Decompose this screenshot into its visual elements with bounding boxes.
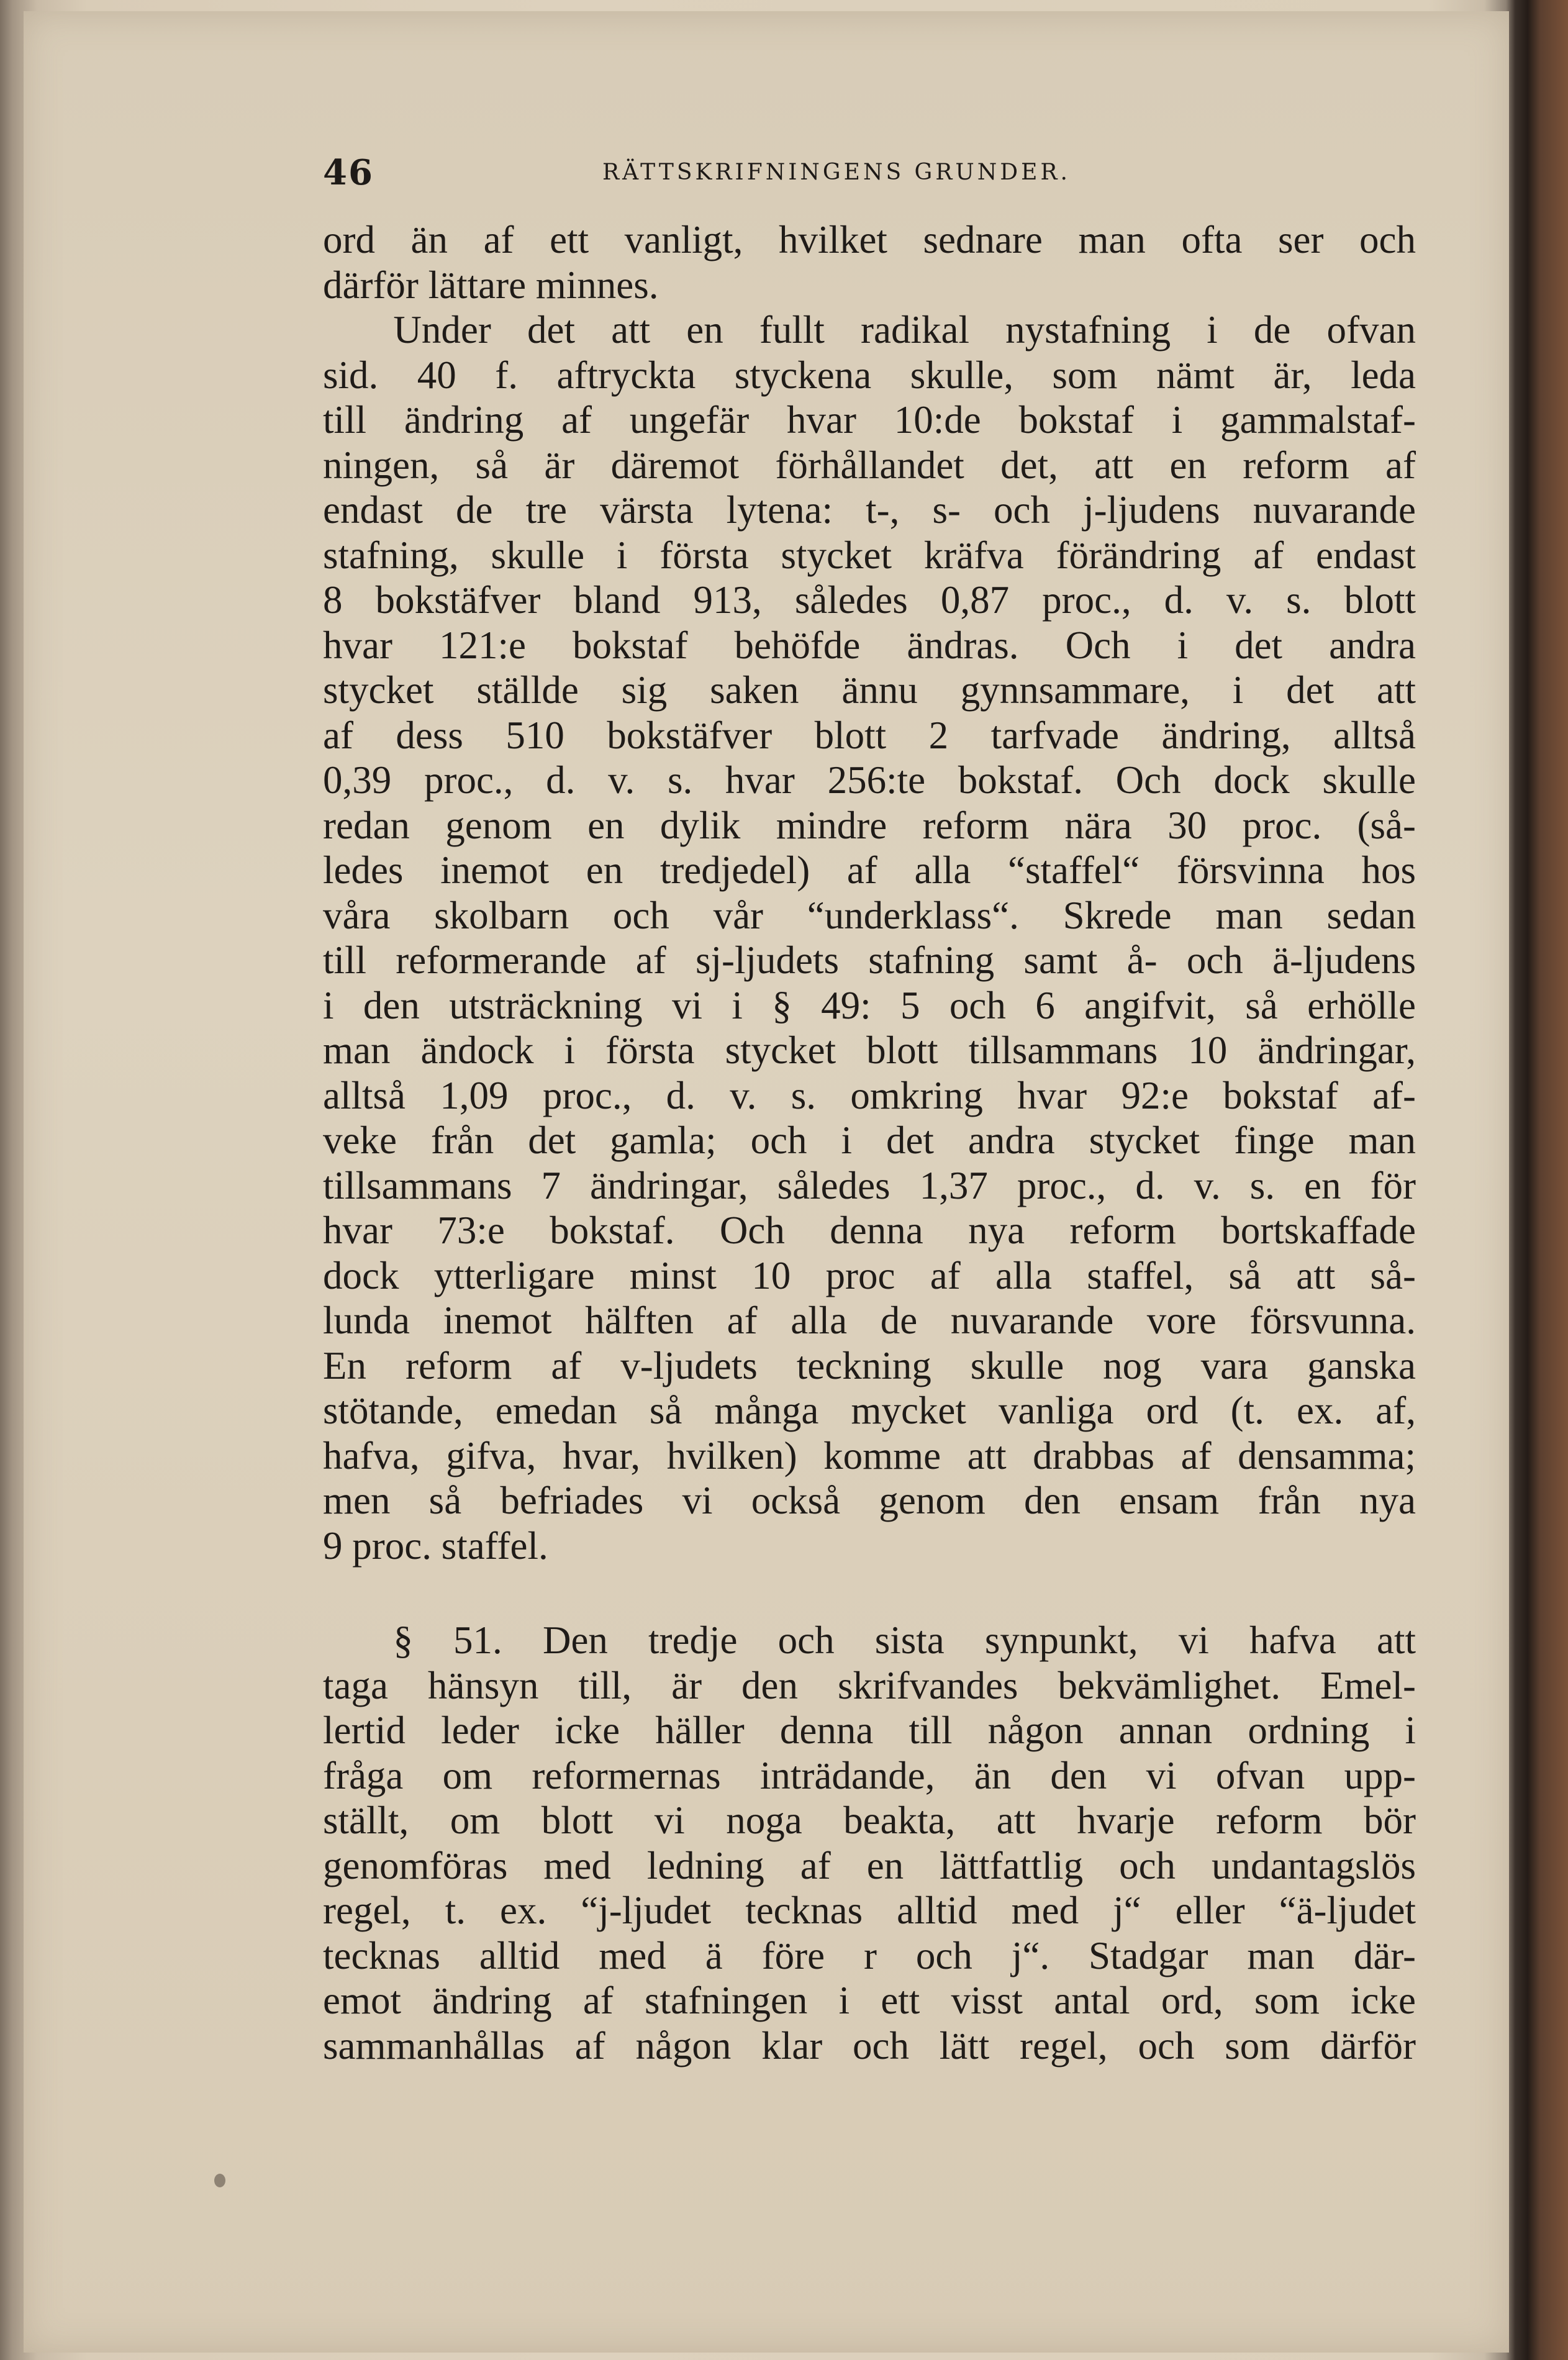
text-line: lertid leder icke häller denna till någon annan ordning i <box>323 1709 1416 1752</box>
text-line: ställt, om blott vi noga beakta, att hvarje reform bör <box>323 1799 1416 1842</box>
text-line: taga hänsyn till, är den skrifvandes bekvämlighet. Emel- <box>323 1663 1416 1707</box>
text-line: hvar 73:e bokstaf. Och denna nya reform bortskaffade <box>323 1209 1416 1252</box>
text-line: ningen, så är däremot förhållandet det, att en reform af <box>323 443 1416 487</box>
text-line: af dess 510 bokstäfver blott 2 tarfvade ändring, alltså <box>323 713 1416 757</box>
text-line: alltså 1,09 proc., d. v. s. omkring hvar 92:e bokstaf af- <box>323 1073 1416 1117</box>
text-line: regel, t. ex. “j-ljudet tecknas alltid med j“ eller “ä-ljudet <box>323 1889 1416 1932</box>
paragraph-section-51 <box>323 1618 1416 2068</box>
text-line: 0,39 proc., d. v. s. hvar 256:te bokstaf. Och dock skulle <box>323 758 1416 802</box>
page-header <box>323 152 1416 202</box>
text-line: ledes inemot en tredjedel) af alla “staffel“ försvinna hos <box>323 848 1416 892</box>
text-line: stycket ställde sig saken ännu gynnsammare, i det att <box>323 668 1416 712</box>
text-line: tillsammans 7 ändringar, således 1,37 proc., d. v. s. en för <box>323 1163 1416 1207</box>
ink-speck <box>214 2174 225 2187</box>
text-line: dock ytterligare minst 10 proc af alla staffel, så att så- <box>323 1253 1416 1297</box>
text-line: våra skolbarn och vår “underklass“. Skrede man sedan <box>323 893 1416 937</box>
page-number: 46 <box>323 152 374 193</box>
text-line: sid. 40 f. aftryckta styckena skulle, som nämt är, leda <box>323 353 1416 397</box>
text-line: till ändring af ungefär hvar 10:de bokstaf i gammalstaf- <box>323 398 1416 442</box>
text-line: fråga om reformernas inträdande, än den vi ofvan upp- <box>323 1753 1416 1797</box>
text-line: tecknas alltid med ä före r och j“. Stadgar man där- <box>323 1933 1416 1977</box>
text-line: genomföras med ledning af en lättfattlig och undantagslös <box>323 1843 1416 1887</box>
text-line: ord än af ett vanligt, hvilket sednare man ofta ser och <box>323 218 1416 261</box>
text-line: hvar 121:e bokstaf behöfde ändras. Och i det andra <box>323 623 1416 667</box>
text-line: En reform af v-ljudets teckning skulle nog vara ganska <box>323 1343 1416 1387</box>
text-line: hafva, gifva, hvar, hvilken) komme att drabbas af densamma; <box>323 1433 1416 1477</box>
body-text <box>323 217 1416 2068</box>
text-line: stötande, emedan så många mycket vanliga ord (t. ex. af, <box>323 1389 1416 1432</box>
text-line: därför lättare minnes. <box>323 263 659 307</box>
text-line: emot ändring af stafningen i ett visst antal ord, som icke <box>323 1979 1416 2022</box>
text-line: Under det att en fullt radikal nystafning i de ofvan <box>393 308 1416 352</box>
text-line: endast de tre värsta lytena: t-, s- och j-ljudens nuvarande <box>323 488 1416 532</box>
text-line: veke från det gamla; och i det andra stycket finge man <box>323 1119 1416 1162</box>
text-line: lunda inemot hälften af alla de nuvarande vore försvunna. <box>323 1299 1416 1342</box>
text-line: sammanhållas af någon klar och lätt regel, och som därför <box>323 2023 1416 2067</box>
text-line: stafning, skulle i första stycket kräfva förändring af endast <box>323 533 1416 577</box>
text-line: § 51. Den tredje och sista synpunkt, vi hafva att <box>393 1618 1416 1662</box>
text-line: 9 proc. staffel. <box>323 1523 548 1568</box>
running-head: RÄTTSKRIFNINGENS GRUNDER. <box>602 160 1071 185</box>
text-line: redan genom en dylik mindre reform nära 30 proc. (så- <box>323 803 1416 847</box>
text-line: men så befriades vi också genom den ensam från nya <box>323 1479 1416 1522</box>
text-line: till reformerande af sj-ljudets stafning samt å- och ä-ljudens <box>323 938 1416 982</box>
paragraph-reform-statistics <box>323 307 1416 1568</box>
text-line: i den utsträckning vi i § 49: 5 och 6 angifvit, så erhölle <box>323 983 1416 1027</box>
text-line: 8 bokstäfver bland 913, således 0,87 proc., d. v. s. blott <box>323 578 1416 622</box>
paragraph-continuation <box>323 217 1416 307</box>
text-line: man ändock i första stycket blott tillsammans 10 ändringar, <box>323 1028 1416 1072</box>
